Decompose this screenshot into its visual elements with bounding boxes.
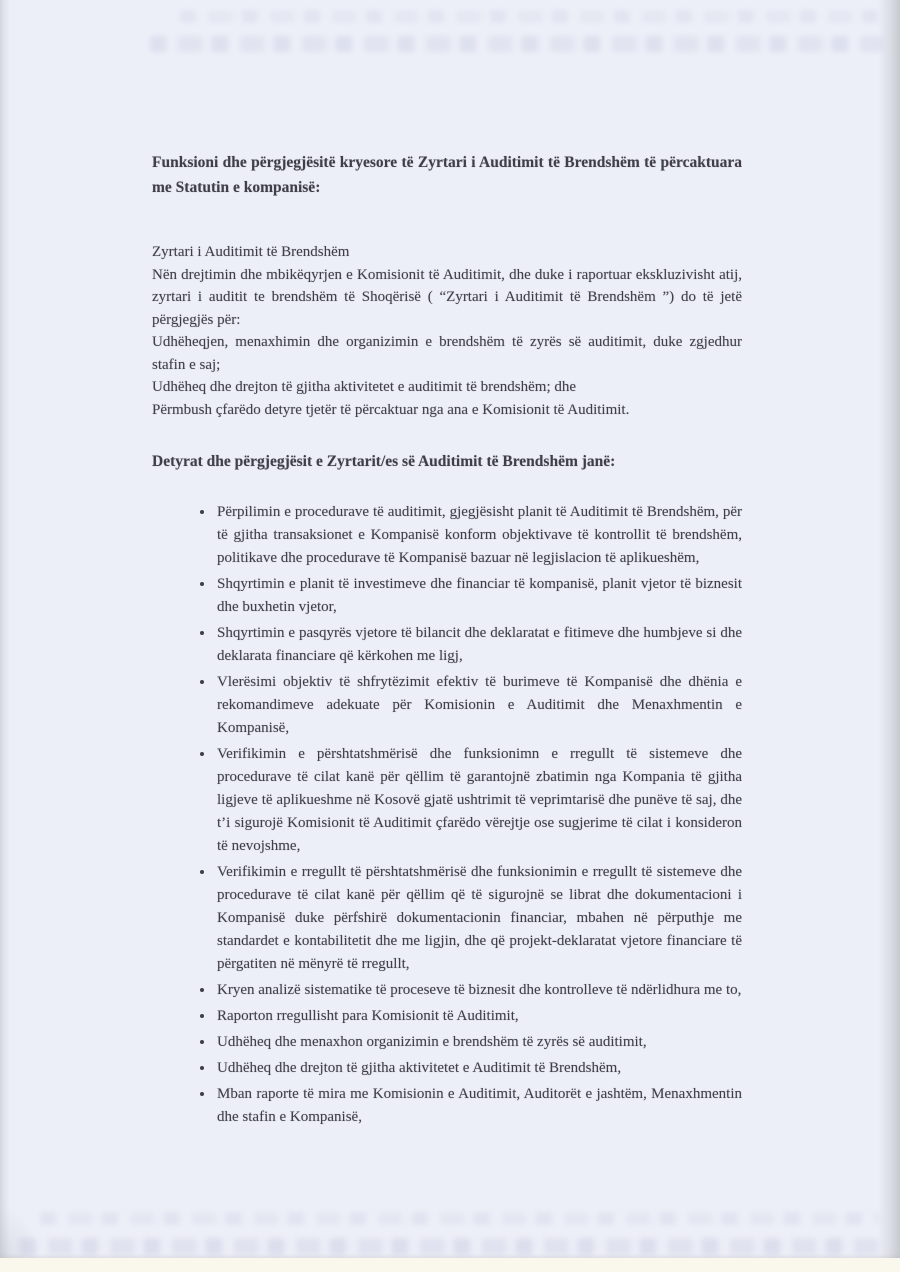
bleedthrough-artifact-bottom	[20, 1238, 880, 1255]
intro-section	[152, 241, 742, 421]
duty-item: • Udhëheq dhe drejton të gjitha aktivitetet e Auditimit të Brendshëm,	[215, 1056, 742, 1080]
duty-item: • Verifikimin e rregullt të përshtatshmërisë dhe funksionimin e rregullt të sistemeve dhe procedurave të cilat kanë për qëllim që të sigurojnë se librat dhe dokumentacioni i Kompanisë duke përfshirë dokumentacionin financiar, mbahen në përputhje me standardet e kontabilitetit dhe me ligjin, dhe që projekt-deklaratat vjetore financiare të përgatiten në mënyrë të rregullt,	[215, 860, 742, 976]
document-title: Funksioni dhe përgjegjësitë kryesore të Zyrtari i Auditimit të Brendshëm të përcaktuara me Statutin e kompanisë:	[152, 154, 742, 196]
duty-item: • Vlerësimi objektiv të shfrytëzimit efektiv të burimeve të Kompanisë dhe dhënia e rekomandimeve adekuate për Komisionin e Auditimit dhe Menaxhmentin e Kompanisë,	[215, 670, 742, 740]
document-content	[152, 150, 742, 1131]
bleedthrough-artifact-bottom	[40, 1212, 880, 1225]
intro-paragraph: Përmbush çfarëdo detyre tjetër të përcaktuar nga ana e Komisionit të Auditimit.	[152, 401, 630, 418]
duty-item: • Shqyrtimin e planit të investimeve dhe financiar të kompanisë, planit vjetor të biznesit dhe buxhetin vjetor,	[215, 572, 742, 619]
duties-list	[152, 500, 742, 1129]
intro-paragraph: Zyrtari i Auditimit të Brendshëm	[152, 244, 350, 260]
duty-item: • Mban raporte të mira me Komisionin e Auditimit, Auditorët e jashtëm, Menaxhmentin dhe stafin e Kompanisë,	[215, 1082, 742, 1129]
duties-heading: Detyrat dhe përgjegjësit e Zyrtarit/es së Auditimit të Brendshëm janë:	[152, 453, 616, 470]
duty-item: • Raporton rregullisht para Komisionit të Auditimit,	[215, 1004, 742, 1028]
intro-paragraph: Udhëheq dhe drejton të gjitha aktivitetet e auditimit të brendshëm; dhe	[152, 379, 577, 395]
bleedthrough-artifact-top	[150, 36, 890, 52]
page-edge-shadow-left	[0, 0, 10, 1272]
page-edge-shadow-right	[878, 0, 900, 1272]
duty-item: • Udhëheq dhe menaxhon organizimin e brendshëm të zyrës së auditimit,	[215, 1030, 742, 1054]
duty-item: • Verifikimin e përshtatshmërisë dhe funksionimn e rregullt të sistemeve dhe procedurave të cilat kanë për qëllim të garantojnë zbatimin nga Kompania të gjitha ligjeve të aplikueshme në Kosovë gjatë ushtrimit të veprimtarisë dhe punëve të saj, dhe t’i sigurojë Komisionit të Auditimit çfarëdo vërejtje ose sugjerime të cilat i konsideron të nevojshme,	[215, 742, 742, 858]
page-corner-shade	[0, 1204, 40, 1264]
duty-item: • Shqyrtimin e pasqyrës vjetore të bilancit dhe deklaratat e fitimeve dhe humbjeve si dhe deklarata financiare që kërkohen me ligj,	[215, 621, 742, 668]
intro-paragraph: Udhëheqjen, menaxhimin dhe organizimin e brendshëm të zyrës së auditimit, duke zgjedhur stafin e saj;	[152, 334, 742, 373]
intro-paragraph: Nën drejtimin dhe mbikëqyrjen e Komisionit të Auditimit, dhe duke i raportuar ekskluzivisht atij, zyrtari i auditit te brendshëm të Shoqërisë ( “Zyrtari i Auditimit të Brendshëm ”) do të jetë përgjegjës për:	[152, 266, 742, 328]
duty-item: • Kryen analizë sistematike të proceseve të biznesit dhe kontrolleve të ndërlidhura me to,	[215, 978, 742, 1002]
duty-item: • Përpilimin e procedurave të auditimit, gjegjësisht planit të Auditimit të Brendshëm, për të gjitha transaksionet e Kompanisë konform objektivave të kontrollit të brendshëm, politikave dhe procedurave të Kompanisë bazuar në legjislacion të aplikueshëm,	[215, 500, 742, 570]
bleedthrough-artifact-top	[180, 10, 880, 23]
scanner-background-strip	[0, 1258, 900, 1272]
